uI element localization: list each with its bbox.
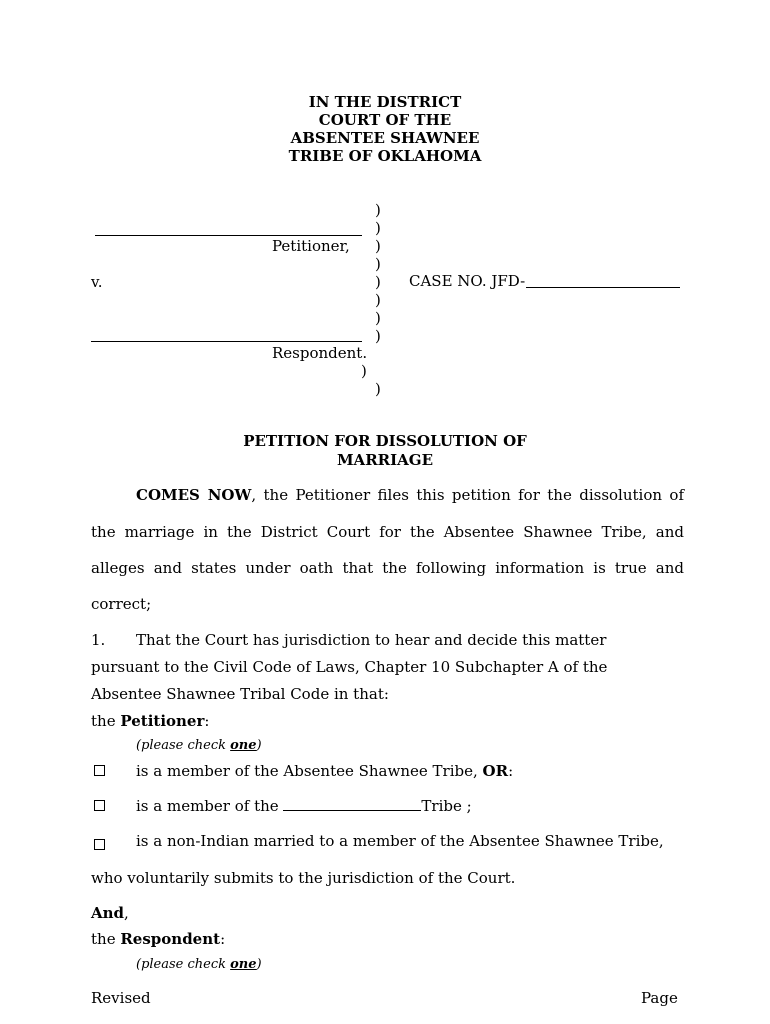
petitioner-option-1 xyxy=(136,762,513,780)
caption-paren: ) xyxy=(375,309,381,327)
caption-paren: ) xyxy=(375,219,381,237)
item-1-line-1: That the Court has jurisdiction to hear and decide this matter xyxy=(136,631,607,649)
footer-revised: Revised xyxy=(91,989,151,1007)
petitioner-option-1-checkbox[interactable] xyxy=(94,765,105,776)
option-2-prefix: is a member of the xyxy=(136,797,284,815)
petitioner-check-hint xyxy=(136,738,262,753)
court-heading-line-2: COURT OF THE xyxy=(318,111,452,129)
option-1-tail: : xyxy=(508,762,514,780)
court-heading-line-3: ABSENTEE SHAWNEE xyxy=(290,129,480,147)
intro-line-1 xyxy=(136,486,684,504)
and-connector xyxy=(91,904,129,922)
hint-suffix: ) xyxy=(256,957,262,972)
tribe-name-blank[interactable] xyxy=(283,798,421,811)
petition-title-line-1: PETITION FOR DISSOLUTION OF xyxy=(243,432,527,450)
petitioner-option-2 xyxy=(136,797,472,815)
respondent-label: Respondent. xyxy=(272,344,368,362)
intro-line-1-text: , the Petitioner files this petition for the dissolution of xyxy=(251,486,684,504)
caption-paren: ) xyxy=(375,291,381,309)
respondent-name-line[interactable] xyxy=(91,341,362,342)
footer-page: Page xyxy=(641,989,678,1007)
option-2-suffix: Tribe ; xyxy=(421,797,472,815)
hint-one: one xyxy=(230,738,257,753)
petitioner-name-line[interactable] xyxy=(95,235,362,236)
caption-paren: ) xyxy=(375,327,381,345)
respondent-heading xyxy=(91,930,225,948)
respondent-heading-role: Respondent xyxy=(120,930,221,948)
hint-one: one xyxy=(230,957,257,972)
hint-prefix: (please check xyxy=(136,957,231,972)
item-1-line-3: Absentee Shawnee Tribal Code in that: xyxy=(91,685,389,703)
intro-line-4: correct; xyxy=(91,595,152,613)
petition-title-line-2: MARRIAGE xyxy=(336,451,434,469)
caption-paren: ) xyxy=(375,201,381,219)
petitioner-option-3-checkbox[interactable] xyxy=(94,839,105,850)
caption-paren: ) xyxy=(375,237,381,255)
respondent-heading-prefix: the xyxy=(91,930,121,948)
petitioner-heading xyxy=(91,712,209,730)
court-heading-line-4: TRIBE OF OKLAHOMA xyxy=(288,147,482,165)
petitioner-option-3-continuation: who voluntarily submits to the jurisdiction of the Court. xyxy=(91,869,516,887)
caption-paren: ) xyxy=(375,255,381,273)
petitioner-heading-role: Petitioner xyxy=(120,712,205,730)
petitioner-heading-prefix: the xyxy=(91,712,121,730)
item-1-line-2: pursuant to the Civil Code of Laws, Chapter 10 Subchapter A of the xyxy=(91,658,608,676)
caption-paren: ) xyxy=(375,273,381,291)
hint-prefix: (please check xyxy=(136,738,231,753)
respondent-heading-suffix: : xyxy=(220,930,226,948)
item-1-number: 1. xyxy=(91,631,106,649)
intro-line-2: the marriage in the District Court for the Absentee Shawnee Tribe, and xyxy=(91,523,684,541)
and-comma: , xyxy=(124,904,129,922)
petitioner-heading-suffix: : xyxy=(204,712,210,730)
petitioner-option-2-checkbox[interactable] xyxy=(94,800,105,811)
option-1-text: is a member of the Absentee Shawnee Tribe, xyxy=(136,762,483,780)
option-1-or: OR xyxy=(482,762,509,780)
petitioner-label: Petitioner, xyxy=(272,237,350,255)
and-word: And xyxy=(91,904,125,922)
caption-paren: ) xyxy=(361,362,367,380)
intro-line-3: alleges and states under oath that the following information is true and xyxy=(91,559,684,577)
respondent-check-hint xyxy=(136,957,262,972)
hint-suffix: ) xyxy=(256,738,262,753)
petitioner-option-3: is a non-Indian married to a member of the Absentee Shawnee Tribe, xyxy=(136,832,664,850)
case-number-line[interactable] xyxy=(526,287,680,288)
versus-label: v. xyxy=(91,273,103,291)
case-number-label: CASE NO. JFD- xyxy=(409,272,526,290)
intro-lead: COMES NOW xyxy=(136,486,252,504)
court-heading-line-1: IN THE DISTRICT xyxy=(308,93,462,111)
caption-paren: ) xyxy=(375,380,381,398)
